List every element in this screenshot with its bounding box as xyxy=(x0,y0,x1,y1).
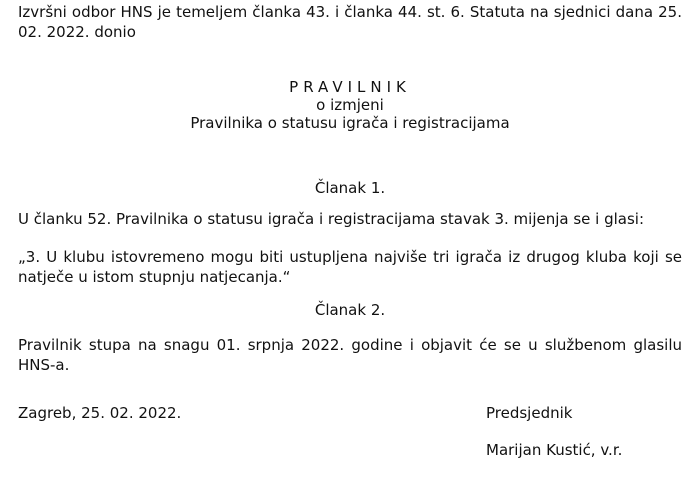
article-1-paragraph: U članku 52. Pravilnika o statusu igrača i registracijama stavak 3. mijenja se i glasi: xyxy=(18,210,645,228)
document-title: PRAVILNIK xyxy=(289,78,411,96)
intro-paragraph: Izvršni odbor HNS je temeljem članka 43. i članka 44. st. 6. Statuta na sjednici dana 25. 02. 2022. donio xyxy=(18,3,682,41)
document-subtitle-regulation: Pravilnika o statusu igrača i registracijama xyxy=(190,114,510,132)
place-and-date: Zagreb, 25. 02. 2022. xyxy=(18,404,182,422)
article-2-heading: Članak 2. xyxy=(314,301,386,319)
article-1-quote: „3. U klubu istovremeno mogu biti ustupljena najviše tri igrača iz drugog kluba koji se natječe u istom stupnju natjecanja.“ xyxy=(18,248,682,286)
document-subtitle: o izmjeni xyxy=(316,96,384,114)
signer-title: Predsjednik xyxy=(486,404,573,422)
article-1-heading: Članak 1. xyxy=(314,179,386,197)
signer-name: Marijan Kustić, v.r. xyxy=(486,441,623,459)
article-2-paragraph: Pravilnik stupa na snagu 01. srpnja 2022. godine i objavit će se u službenom glasilu HNS-a. xyxy=(18,336,682,374)
